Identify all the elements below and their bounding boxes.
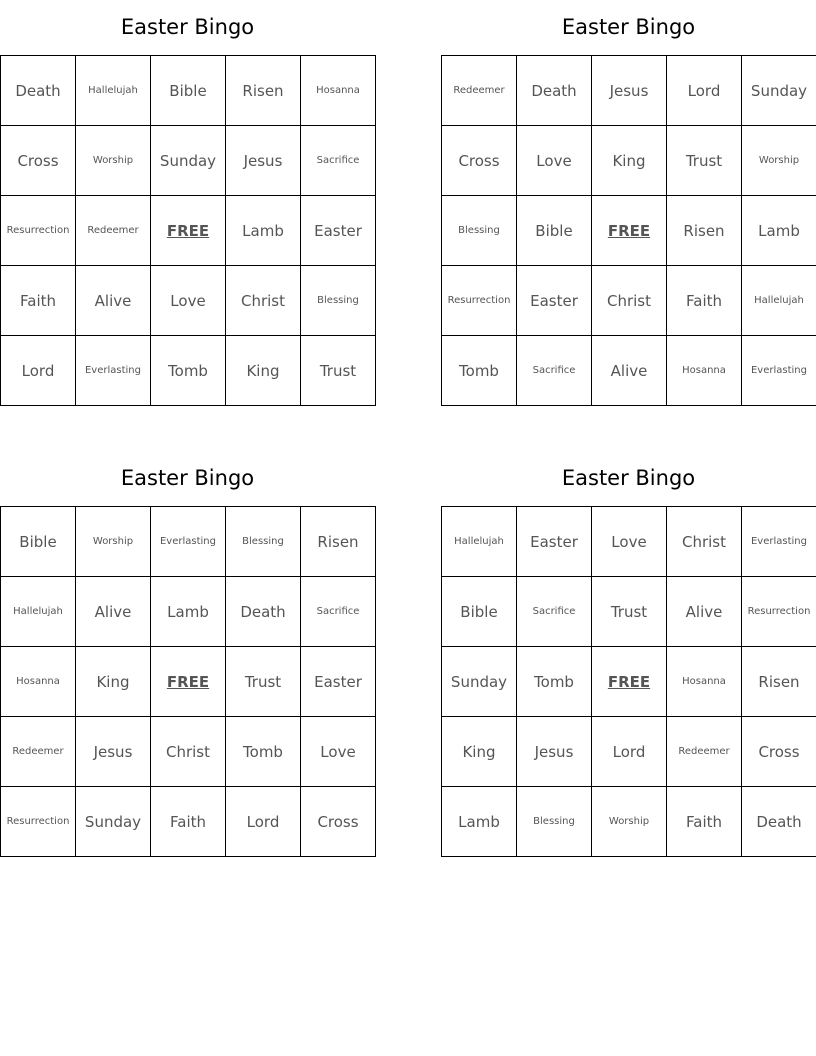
- bingo-cell: Cross: [442, 126, 517, 196]
- bingo-cell: Cross: [301, 787, 376, 857]
- bingo-cell: Alive: [76, 577, 151, 647]
- bingo-card-3: [0, 451, 375, 857]
- bingo-cell: Sunday: [742, 56, 816, 126]
- bingo-cell: FREE: [592, 647, 667, 717]
- bingo-cell: Bible: [442, 577, 517, 647]
- bingo-cell: Love: [151, 266, 226, 336]
- bingo-cell: Resurrection: [442, 266, 517, 336]
- bingo-cell: Cross: [742, 717, 816, 787]
- bingo-cell: Resurrection: [1, 787, 76, 857]
- bingo-cell: Cross: [1, 126, 76, 196]
- bingo-cell: Sunday: [442, 647, 517, 717]
- bingo-cell: Faith: [667, 787, 742, 857]
- bingo-cell: Bible: [1, 507, 76, 577]
- card-title: Easter Bingo: [120, 15, 255, 39]
- bingo-grid: [441, 506, 816, 857]
- bingo-cell: Hallelujah: [76, 56, 151, 126]
- bingo-cell: Sunday: [151, 126, 226, 196]
- bingo-cell: Faith: [667, 266, 742, 336]
- bingo-cell: Worship: [742, 126, 816, 196]
- bingo-cell: Blessing: [442, 196, 517, 266]
- bingo-cell: Easter: [517, 507, 592, 577]
- bingo-cell: Everlasting: [742, 507, 816, 577]
- bingo-cell: Hallelujah: [742, 266, 816, 336]
- bingo-cell: Christ: [667, 507, 742, 577]
- bingo-cell: Everlasting: [151, 507, 226, 577]
- grid-row: [442, 507, 816, 577]
- bingo-cell: Resurrection: [742, 577, 816, 647]
- bingo-cell: Everlasting: [742, 336, 816, 406]
- bingo-cell: Sacrifice: [301, 577, 376, 647]
- grid-row: [442, 787, 816, 857]
- bingo-cell: Resurrection: [1, 196, 76, 266]
- bingo-cell: Blessing: [301, 266, 376, 336]
- grid-row: [1, 56, 376, 126]
- bingo-cell: Redeemer: [76, 196, 151, 266]
- bingo-cell: Risen: [667, 196, 742, 266]
- bingo-cell: Alive: [592, 336, 667, 406]
- bingo-cell: Christ: [226, 266, 301, 336]
- bingo-cell: Tomb: [517, 647, 592, 717]
- bingo-cell: Jesus: [76, 717, 151, 787]
- bingo-grid: [0, 506, 376, 857]
- bingo-cell: Trust: [226, 647, 301, 717]
- bingo-grid: [0, 55, 376, 406]
- bingo-cell: Worship: [76, 507, 151, 577]
- bingo-cell: Death: [517, 56, 592, 126]
- bingo-cell: Sacrifice: [301, 126, 376, 196]
- bingo-cell: Easter: [301, 196, 376, 266]
- bingo-cell: Death: [742, 787, 816, 857]
- grid-row: [442, 126, 816, 196]
- card-title: Easter Bingo: [561, 15, 696, 39]
- bingo-cell: Alive: [76, 266, 151, 336]
- bingo-cell: Sacrifice: [517, 336, 592, 406]
- grid-row: [1, 126, 376, 196]
- bingo-cell: FREE: [592, 196, 667, 266]
- bingo-cell: FREE: [151, 196, 226, 266]
- bingo-card-4: [441, 451, 816, 857]
- bingo-cell: Tomb: [151, 336, 226, 406]
- bingo-cell: Hallelujah: [1, 577, 76, 647]
- bingo-cell: Tomb: [442, 336, 517, 406]
- bingo-cell: Love: [301, 717, 376, 787]
- bingo-cell: Tomb: [226, 717, 301, 787]
- bingo-cell: Bible: [151, 56, 226, 126]
- bingo-cell: Trust: [301, 336, 376, 406]
- bingo-cell: Trust: [592, 577, 667, 647]
- bingo-grid: [441, 55, 816, 406]
- bingo-cell: Faith: [151, 787, 226, 857]
- card-title: Easter Bingo: [561, 466, 696, 490]
- grid-row: [442, 647, 816, 717]
- bingo-cell: Lord: [226, 787, 301, 857]
- grid-row: [442, 336, 816, 406]
- bingo-cell: King: [442, 717, 517, 787]
- bingo-cell: Christ: [151, 717, 226, 787]
- bingo-cell: Everlasting: [76, 336, 151, 406]
- bingo-cell: Blessing: [517, 787, 592, 857]
- bingo-cell: Jesus: [226, 126, 301, 196]
- bingo-cell: King: [226, 336, 301, 406]
- grid-row: [1, 507, 376, 577]
- bingo-cell: Redeemer: [442, 56, 517, 126]
- bingo-cell: Redeemer: [1, 717, 76, 787]
- bingo-cell: King: [592, 126, 667, 196]
- bingo-cell: Lord: [592, 717, 667, 787]
- bingo-cell: Risen: [226, 56, 301, 126]
- bingo-cell: King: [76, 647, 151, 717]
- bingo-cell: FREE: [151, 647, 226, 717]
- bingo-cell: Hosanna: [667, 336, 742, 406]
- bingo-cell: Jesus: [592, 56, 667, 126]
- bingo-cell: Death: [226, 577, 301, 647]
- grid-row: [1, 266, 376, 336]
- bingo-cell: Lamb: [742, 196, 816, 266]
- grid-row: [442, 196, 816, 266]
- bingo-cell: Easter: [301, 647, 376, 717]
- bingo-card-2: [441, 0, 816, 406]
- bingo-cell: Lord: [667, 56, 742, 126]
- grid-row: [1, 647, 376, 717]
- bingo-cell: Alive: [667, 577, 742, 647]
- bingo-cell: Hallelujah: [442, 507, 517, 577]
- bingo-cell: Blessing: [226, 507, 301, 577]
- bingo-cell: Hosanna: [301, 56, 376, 126]
- bingo-cell: Bible: [517, 196, 592, 266]
- bingo-cell: Hosanna: [1, 647, 76, 717]
- bingo-cell: Love: [517, 126, 592, 196]
- bingo-cell: Christ: [592, 266, 667, 336]
- card-title: Easter Bingo: [120, 466, 255, 490]
- grid-row: [442, 717, 816, 787]
- bingo-cell: Hosanna: [667, 647, 742, 717]
- bingo-cell: Jesus: [517, 717, 592, 787]
- bingo-cell: Trust: [667, 126, 742, 196]
- grid-row: [442, 577, 816, 647]
- bingo-cell: Love: [592, 507, 667, 577]
- bingo-cell: Easter: [517, 266, 592, 336]
- bingo-cell: Lamb: [151, 577, 226, 647]
- bingo-cell: Lord: [1, 336, 76, 406]
- bingo-cell: Worship: [592, 787, 667, 857]
- grid-row: [1, 577, 376, 647]
- bingo-cell: Risen: [742, 647, 816, 717]
- bingo-cell: Redeemer: [667, 717, 742, 787]
- bingo-cell: Worship: [76, 126, 151, 196]
- bingo-card-1: [0, 0, 375, 406]
- bingo-cell: Risen: [301, 507, 376, 577]
- grid-row: [1, 717, 376, 787]
- bingo-cell: Sunday: [76, 787, 151, 857]
- bingo-cell: Faith: [1, 266, 76, 336]
- grid-row: [1, 196, 376, 266]
- grid-row: [1, 787, 376, 857]
- bingo-cell: Lamb: [226, 196, 301, 266]
- grid-row: [1, 336, 376, 406]
- bingo-cell: Sacrifice: [517, 577, 592, 647]
- bingo-cell: Death: [1, 56, 76, 126]
- bingo-cell: Lamb: [442, 787, 517, 857]
- grid-row: [442, 266, 816, 336]
- grid-row: [442, 56, 816, 126]
